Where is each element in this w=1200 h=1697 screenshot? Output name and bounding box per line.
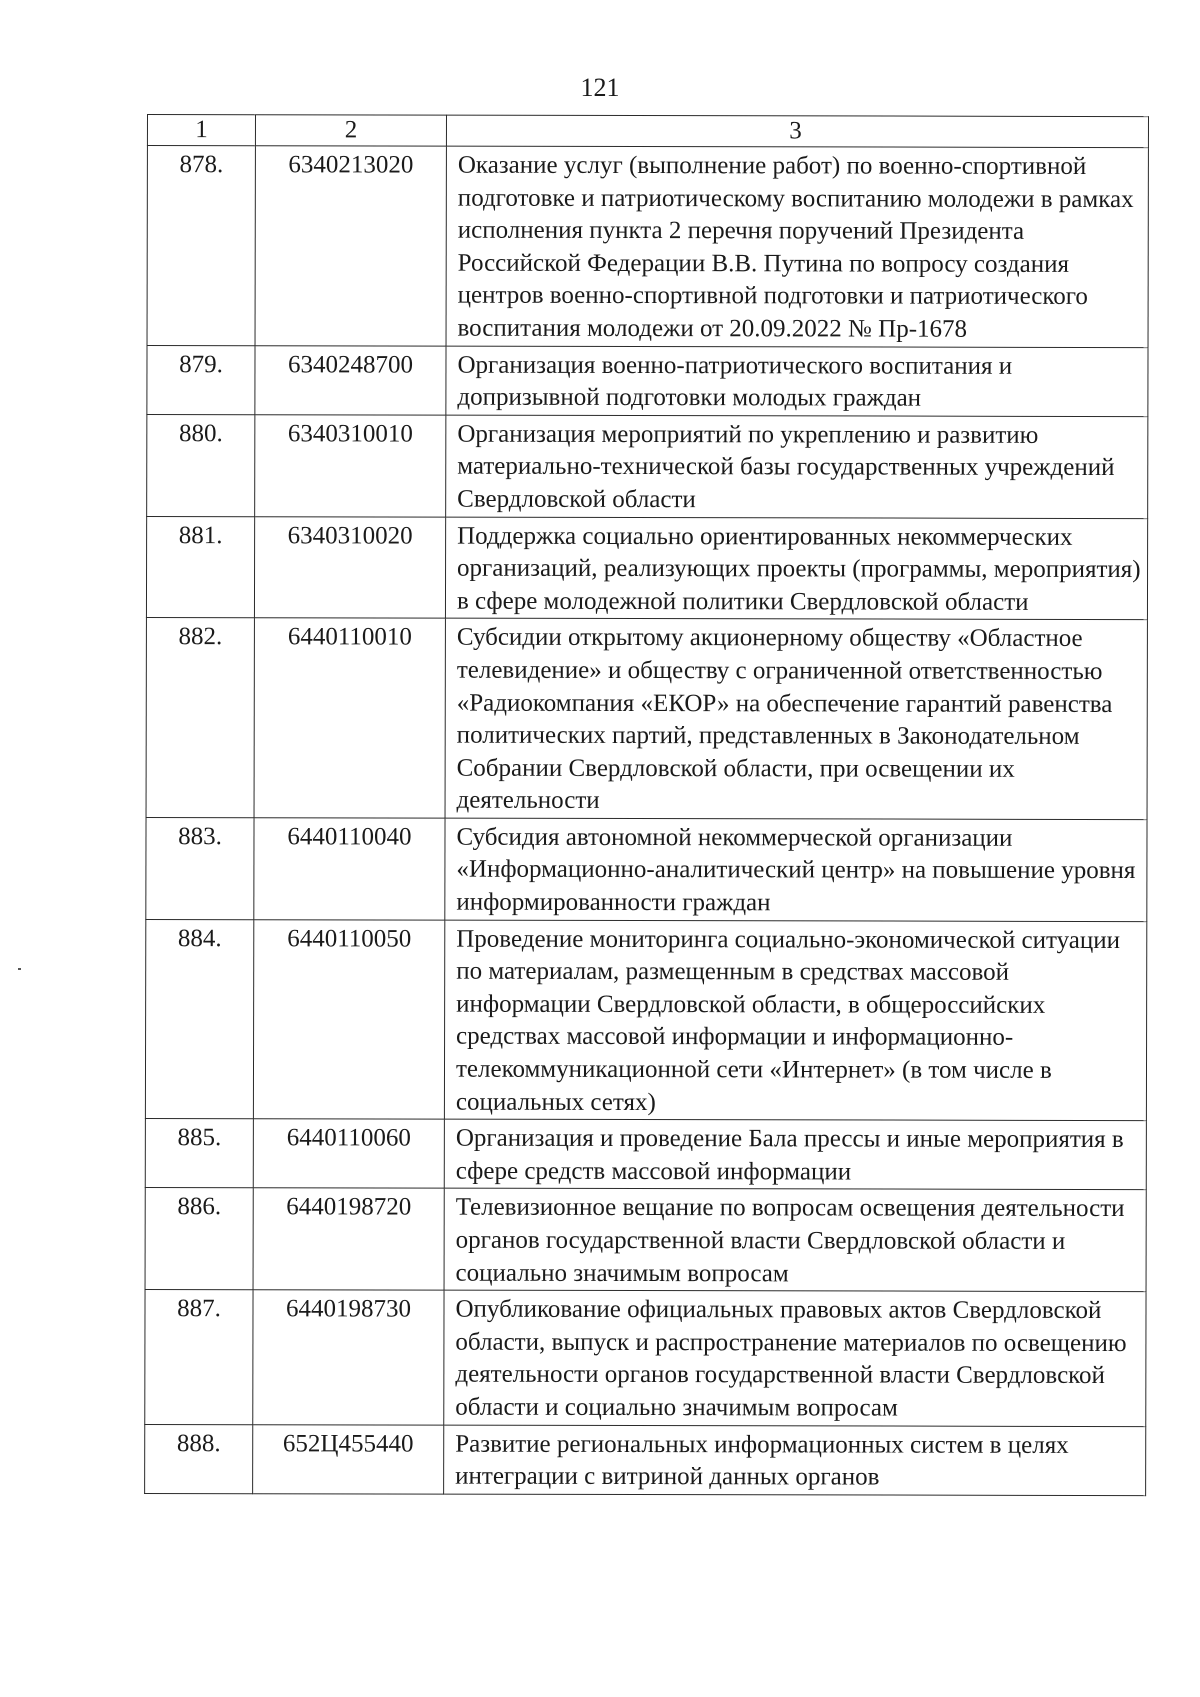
row-code: 6340248700 bbox=[255, 345, 446, 415]
row-description: Развитие региональных информационных систем в целях интеграции с витриной данных органов bbox=[444, 1425, 1146, 1496]
page-number: 121 bbox=[580, 73, 620, 102]
row-code: 6440110010 bbox=[254, 618, 445, 818]
row-code: 6440198730 bbox=[253, 1290, 444, 1425]
table-body bbox=[145, 146, 1149, 1496]
row-code: 6440110050 bbox=[253, 919, 444, 1119]
row-description: Опубликование официальных правовых актов Свердловской области, выпуск и распространение материалов по освещению деятельности органов государственной власти Свердловской области и социально значимым вопросам bbox=[444, 1290, 1146, 1426]
row-number: 885. bbox=[145, 1119, 253, 1188]
table-row bbox=[146, 618, 1147, 820]
column-header: 2 bbox=[255, 115, 446, 146]
row-description: Субсидия автономной некоммерческой организации «Информационно-аналитический центр» на повышение уровня информированности граждан bbox=[445, 818, 1147, 921]
row-code: 6340213020 bbox=[255, 146, 446, 346]
row-number: 878. bbox=[147, 146, 255, 346]
table-row bbox=[147, 414, 1148, 518]
table-row bbox=[147, 146, 1148, 348]
row-number: 883. bbox=[146, 817, 254, 919]
table-row bbox=[145, 919, 1146, 1121]
row-description: Поддержка социально ориентированных некоммерческих организаций, реализующих проекты (программы, мероприятия) в сфере молодежной политики Свердловской области bbox=[445, 517, 1147, 620]
row-number: 880. bbox=[147, 414, 255, 516]
table-row bbox=[145, 1424, 1146, 1495]
classification-table bbox=[144, 114, 1149, 1496]
row-description: Организация военно-патриотического воспитания и допризывной подготовки молодых граждан bbox=[446, 346, 1148, 417]
column-header: 1 bbox=[147, 115, 255, 146]
row-code: 652Ц455440 bbox=[253, 1424, 444, 1494]
row-number: 886. bbox=[145, 1188, 253, 1290]
margin-mark bbox=[18, 968, 21, 970]
row-description: Субсидии открытому акционерному обществу «Областное телевидение» и обществу с ограниченной ответственностью «Радиокомпания «ЕКОР» на обеспечение гарантий равенства политических партий, представленных в Законодательном Собрании Свердловской области, при освещении их деятельности bbox=[445, 618, 1147, 819]
row-code: 6440198720 bbox=[253, 1188, 444, 1290]
table-header-row bbox=[147, 115, 1148, 148]
row-description: Проведение мониторинга социально-экономической ситуации по материалам, размещенным в средствах массовой информации Свердловской области, в общероссийских средствах массовой информации и информационно-телекоммуникационной сети «Интернет» (в том числе в социальных сетях) bbox=[444, 920, 1146, 1121]
row-code: 6340310020 bbox=[254, 516, 445, 618]
table-row bbox=[145, 1119, 1146, 1190]
row-description: Организация и проведение Бала прессы и иные мероприятия в сфере средств массовой информации bbox=[444, 1119, 1146, 1190]
table-row bbox=[145, 1290, 1146, 1426]
table-row bbox=[146, 516, 1147, 620]
row-description: Телевизионное вещание по вопросам освещения деятельности органов государственной власти Свердловской области и социально значимым вопросам bbox=[444, 1189, 1146, 1292]
row-number: 879. bbox=[147, 345, 255, 414]
row-description: Организация мероприятий по укреплению и развитию материально-технической базы государственных учреждений Свердловской области bbox=[446, 415, 1148, 518]
table-row bbox=[146, 817, 1147, 921]
row-number: 887. bbox=[145, 1290, 253, 1425]
row-code: 6440110040 bbox=[254, 818, 445, 920]
row-code: 6440110060 bbox=[253, 1119, 444, 1189]
column-header: 3 bbox=[446, 115, 1148, 147]
row-number: 882. bbox=[146, 618, 254, 818]
table-row bbox=[145, 1188, 1146, 1292]
row-number: 881. bbox=[146, 516, 254, 618]
table-row bbox=[147, 345, 1148, 416]
row-description: Оказание услуг (выполнение работ) по военно-спортивной подготовке и патриотическому воспитанию молодежи в рамках исполнения пункта 2 перечня поручений Президента Российской Федерации В.В. Путина по вопросу создания центров военно-спортивной подготовки и патриотического воспитания молодежи от 20.09.2022 № Пр-1678 bbox=[446, 146, 1148, 347]
row-number: 884. bbox=[145, 919, 253, 1119]
row-number: 888. bbox=[145, 1424, 253, 1493]
row-code: 6340310010 bbox=[255, 414, 446, 516]
